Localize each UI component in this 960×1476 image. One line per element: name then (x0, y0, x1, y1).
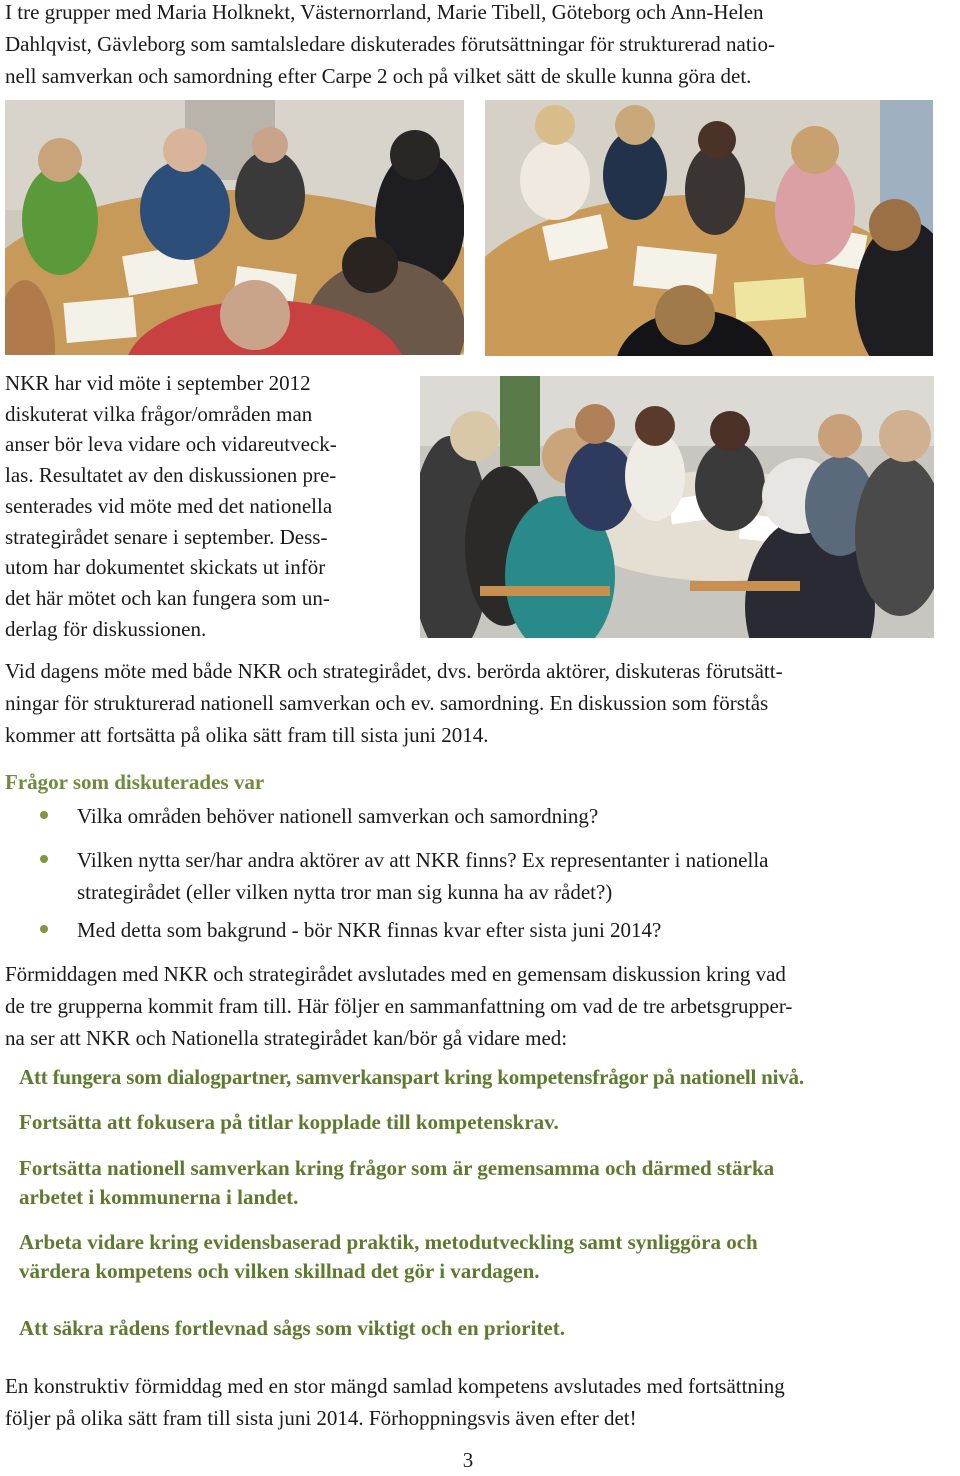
conclusion-item (19, 1063, 804, 1092)
conclusion-line: Fortsätta nationell samverkan kring frågor som är gemensamma och därmed stärka (19, 1156, 775, 1180)
nkr-line: anser bör leva vidare och vidareutveck- (5, 432, 337, 457)
question-line: Vilka områden behöver nationell samverkan och samordning? (77, 804, 599, 828)
nkr-line: las. Resultatet av den diskussionen pre- (5, 463, 337, 488)
today-line: Vid dagens möte med både NKR och strategirådet, dvs. berörda aktörer, diskuteras förutsätt- (5, 659, 783, 683)
closing-line: följer på olika sätt fram till sista juni 2014. Förhoppningsvis även efter det! (5, 1406, 637, 1430)
forenoon-paragraph (5, 958, 792, 1054)
nkr-paragraph (5, 368, 337, 644)
group-photo-right (485, 100, 933, 356)
question-line: Vilken nytta ser/har andra aktörer av att NKR finns? Ex representanter i nationella (77, 848, 769, 872)
question-line: strategirådet (eller vilken nytta tror man sig kunna ha av rådet?) (77, 880, 613, 904)
page-number: 3 (462, 1448, 474, 1472)
closing-paragraph (5, 1370, 785, 1434)
today-line: kommer att fortsätta på olika sätt fram till sista juni 2014. (5, 723, 489, 747)
intro-line: I tre grupper med Maria Holknekt, Västernorrland, Marie Tibell, Göteborg och Ann-Helen (5, 0, 764, 24)
conclusion-item (19, 1314, 565, 1343)
bullet-dot-icon (40, 925, 48, 933)
intro-line: Dahlqvist, Gävleborg som samtalsledare diskuterades förutsättningar för strukturerad natio- (5, 32, 775, 56)
conclusion-line: arbetet i kommunerna i landet. (19, 1185, 299, 1209)
bullet-dot-icon (40, 811, 48, 819)
conclusion-line: Arbeta vidare kring evidensbaserad praktik, metodutveckling samt synliggöra och (19, 1230, 758, 1254)
nkr-line: strategirådet senare i september. Dess- (5, 524, 328, 549)
questions-heading: Frågor som diskuterades var (5, 770, 265, 794)
intro-line: nell samverkan och samordning efter Carpe 2 och på vilket sätt de skulle kunna göra det. (5, 64, 752, 88)
group-photo-lower (420, 376, 934, 638)
nkr-line: senterades vid möte med det nationella (5, 493, 333, 518)
closing-line: En konstruktiv förmiddag med en stor mängd samlad kompetens avslutades med fortsättning (5, 1374, 785, 1398)
group-photo-left (5, 100, 464, 355)
conclusion-line: Att säkra rådens fortlevnad sågs som viktigt och en prioritet. (19, 1316, 565, 1340)
today-paragraph (5, 655, 783, 751)
nkr-line: NKR har vid möte i september 2012 (5, 371, 311, 395)
nkr-line: derlag för diskussionen. (5, 616, 207, 641)
nkr-line: diskuterat vilka frågor/områden man (5, 401, 313, 426)
forenoon-line: Förmiddagen med NKR och strategirådet avslutades med en gemensam diskussion kring vad (5, 962, 786, 986)
conclusion-item (19, 1108, 559, 1137)
question-line: Med detta som bakgrund - bör NKR finnas kvar efter sista juni 2014? (77, 918, 662, 942)
conclusion-line: värdera kompetens och vilken skillnad det gör i vardagen. (19, 1259, 540, 1283)
conclusion-line: Att fungera som dialogpartner, samverkanspart kring kompetensfrågor på nationell nivå. (19, 1065, 804, 1089)
bullet-dot-icon (40, 855, 48, 863)
question-item (40, 844, 920, 908)
conclusion-item (19, 1154, 774, 1212)
conclusion-item (19, 1228, 758, 1286)
forenoon-line: de tre grupperna kommit fram till. Här följer en sammanfattning om vad de tre arbetsgrupper- (5, 994, 793, 1018)
today-line: ningar för strukturerad nationell samverkan och ev. samordning. En diskussion som förstås (5, 691, 769, 715)
question-item (40, 800, 920, 832)
conclusion-line: Fortsätta att fokusera på titlar kopplade till kompetenskrav. (19, 1110, 559, 1134)
question-item (40, 914, 920, 946)
intro-paragraph (5, 0, 775, 92)
nkr-line: det här mötet och kan fungera som un- (5, 585, 330, 610)
forenoon-line: na ser att NKR och Nationella strategirådet kan/bör gå vidare med: (5, 1026, 568, 1050)
nkr-line: utom har dokumentet skickats ut inför (5, 555, 326, 580)
